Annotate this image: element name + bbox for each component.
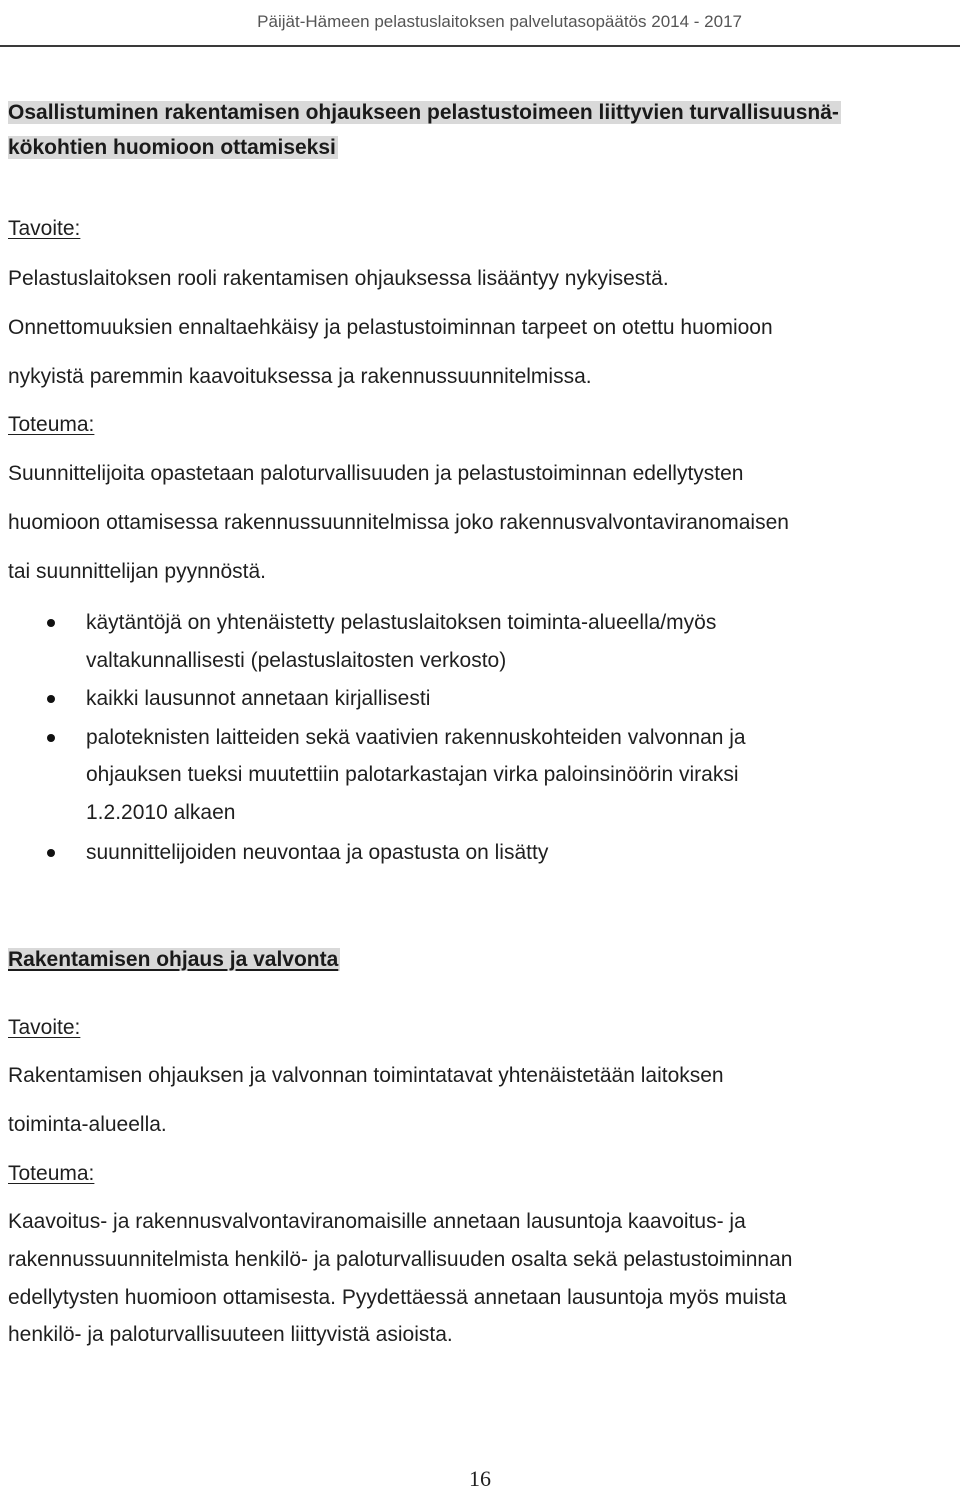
section1-outcome-line: Suunnittelijoita opastetaan paloturvallisuuden ja pelastustoiminnan edellytysten	[8, 462, 744, 485]
section2-outcome-line: henkilö- ja paloturvallisuuteen liittyvistä asioista.	[8, 1323, 453, 1346]
page-number: 16	[469, 1466, 491, 1491]
bullet-text-line: käytäntöjä on yhtenäistetty pelastuslaitoksen toiminta-alueella/myös	[86, 611, 717, 634]
section1-goal-label: Tavoite:	[8, 217, 81, 240]
section2-outcome-line: edellytysten huomioon ottamisesta. Pyydettäessä annetaan lausuntoja myös muista	[8, 1286, 787, 1309]
section1-goal-line: nykyistä paremmin kaavoituksessa ja rakennussuunnitelmissa.	[8, 365, 592, 388]
document-header-title: Päijät-Hämeen pelastuslaitoksen palvelutasopäätös 2014 - 2017	[257, 12, 742, 31]
bullet-dot-icon	[47, 695, 55, 703]
section1-outcome-line: huomioon ottamisessa rakennussuunnitelmissa joko rakennusvalvontaviranomaisen	[8, 511, 789, 534]
section1-goal-line: Onnettomuuksien ennaltaehkäisy ja pelastustoiminnan tarpeet on otettu huomioon	[8, 316, 773, 339]
section1-heading-text1: Osallistuminen rakentamisen ohjaukseen pelastustoimeen liittyvien turvallisuusnä-	[8, 101, 839, 124]
header-divider	[0, 45, 960, 47]
section2-heading: Rakentamisen ohjaus ja valvonta	[8, 948, 339, 971]
section1-outcome-line: tai suunnittelijan pyynnöstä.	[8, 560, 266, 583]
section2-outcome-label: Toteuma:	[8, 1162, 95, 1185]
bullet-dot-icon	[47, 734, 55, 742]
section2-outcome-line: Kaavoitus- ja rakennusvalvontaviranomaisille annetaan lausuntoja kaavoitus- ja	[8, 1210, 746, 1233]
section2-heading-line	[8, 947, 340, 973]
bullet-dot-icon	[47, 849, 55, 857]
bullet-text-line: suunnittelijoiden neuvontaa ja opastusta on lisätty	[86, 841, 549, 864]
section1-heading-text2: kökohtien huomioon ottamiseksi	[8, 136, 336, 159]
bullet-text-line: ohjauksen tueksi muutettiin palotarkastajan virka paloinsinöörin viraksi	[86, 763, 739, 786]
bullet-text-line: valtakunnallisesti (pelastuslaitosten verkosto)	[86, 649, 507, 672]
bullet-text-line: kaikki lausunnot annetaan kirjallisesti	[86, 687, 431, 710]
section1-heading-line1	[8, 100, 841, 126]
section2-goal-line: Rakentamisen ohjauksen ja valvonnan toimintatavat yhtenäistetään laitoksen	[8, 1064, 724, 1087]
section2-goal-line: toiminta-alueella.	[8, 1113, 167, 1136]
bullet-dot-icon	[47, 619, 55, 627]
section2-outcome-line: rakennussuunnitelmista henkilö- ja paloturvallisuuden osalta sekä pelastustoiminnan	[8, 1248, 793, 1271]
section1-heading-line2	[8, 135, 338, 161]
bullet-text-line: paloteknisten laitteiden sekä vaativien rakennuskohteiden valvonnan ja	[86, 726, 746, 749]
section1-goal-line: Pelastuslaitoksen rooli rakentamisen ohjauksessa lisääntyy nykyisestä.	[8, 267, 669, 290]
section1-outcome-label: Toteuma:	[8, 413, 95, 436]
bullet-text-line: 1.2.2010 alkaen	[86, 801, 236, 824]
section2-goal-label: Tavoite:	[8, 1016, 81, 1039]
